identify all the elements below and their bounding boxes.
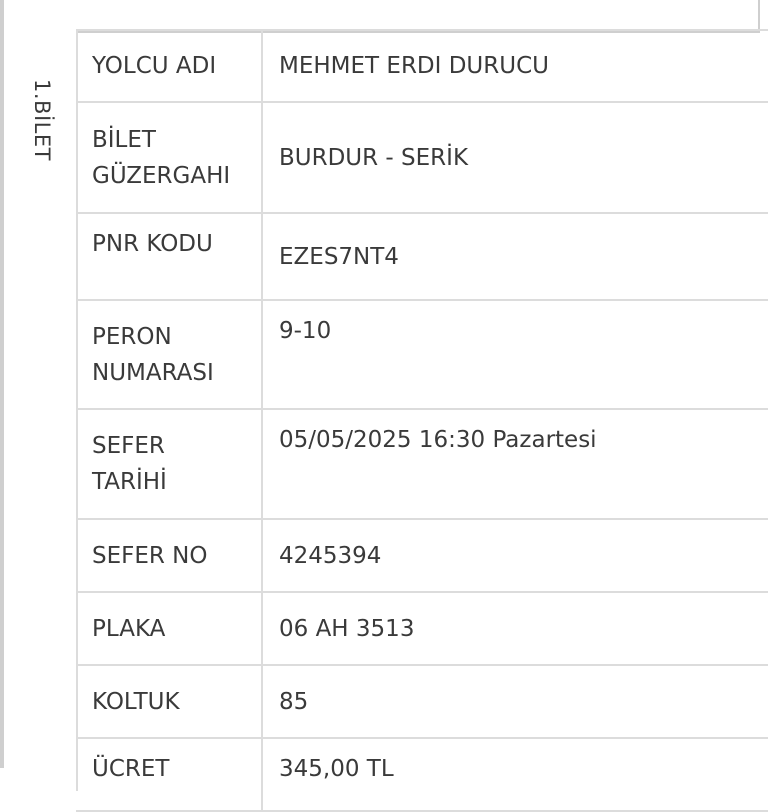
row-seat	[76, 665, 768, 738]
ticket-details-table	[76, 29, 768, 812]
ticket-number-label: 1.BİLET	[30, 79, 54, 161]
seat-label: KOLTUK	[76, 665, 262, 738]
departure-date-value: 05/05/2025 16:30 Pazartesi	[262, 409, 768, 519]
row-departure-date	[76, 409, 768, 519]
passenger-name-label: YOLCU ADI	[76, 30, 262, 102]
trip-number-value: 4245394	[262, 519, 768, 592]
fare-label: ÜCRET	[76, 738, 262, 811]
route-label: BİLET GÜZERGAHI	[76, 102, 262, 213]
row-platform	[76, 300, 768, 409]
route-value: BURDUR - SERİK	[262, 102, 768, 213]
row-pnr	[76, 213, 768, 300]
passenger-name-value: MEHMET ERDI DURUCU	[262, 30, 768, 102]
row-passenger-name	[76, 30, 768, 102]
fare-value: 345,00 TL	[262, 738, 768, 811]
departure-date-label: SEFER TARİHİ	[76, 409, 262, 519]
pnr-label: PNR KODU	[76, 213, 262, 300]
ticket-side-panel	[4, 31, 78, 791]
row-fare	[76, 738, 768, 811]
row-plate	[76, 592, 768, 665]
plate-label: PLAKA	[76, 592, 262, 665]
seat-value: 85	[262, 665, 768, 738]
plate-value: 06 AH 3513	[262, 592, 768, 665]
pnr-value: EZES7NT4	[262, 213, 768, 300]
platform-value: 9-10	[262, 300, 768, 409]
platform-label: PERON NUMARASI	[76, 300, 262, 409]
row-route	[76, 102, 768, 213]
row-trip-number	[76, 519, 768, 592]
trip-number-label: SEFER NO	[76, 519, 262, 592]
